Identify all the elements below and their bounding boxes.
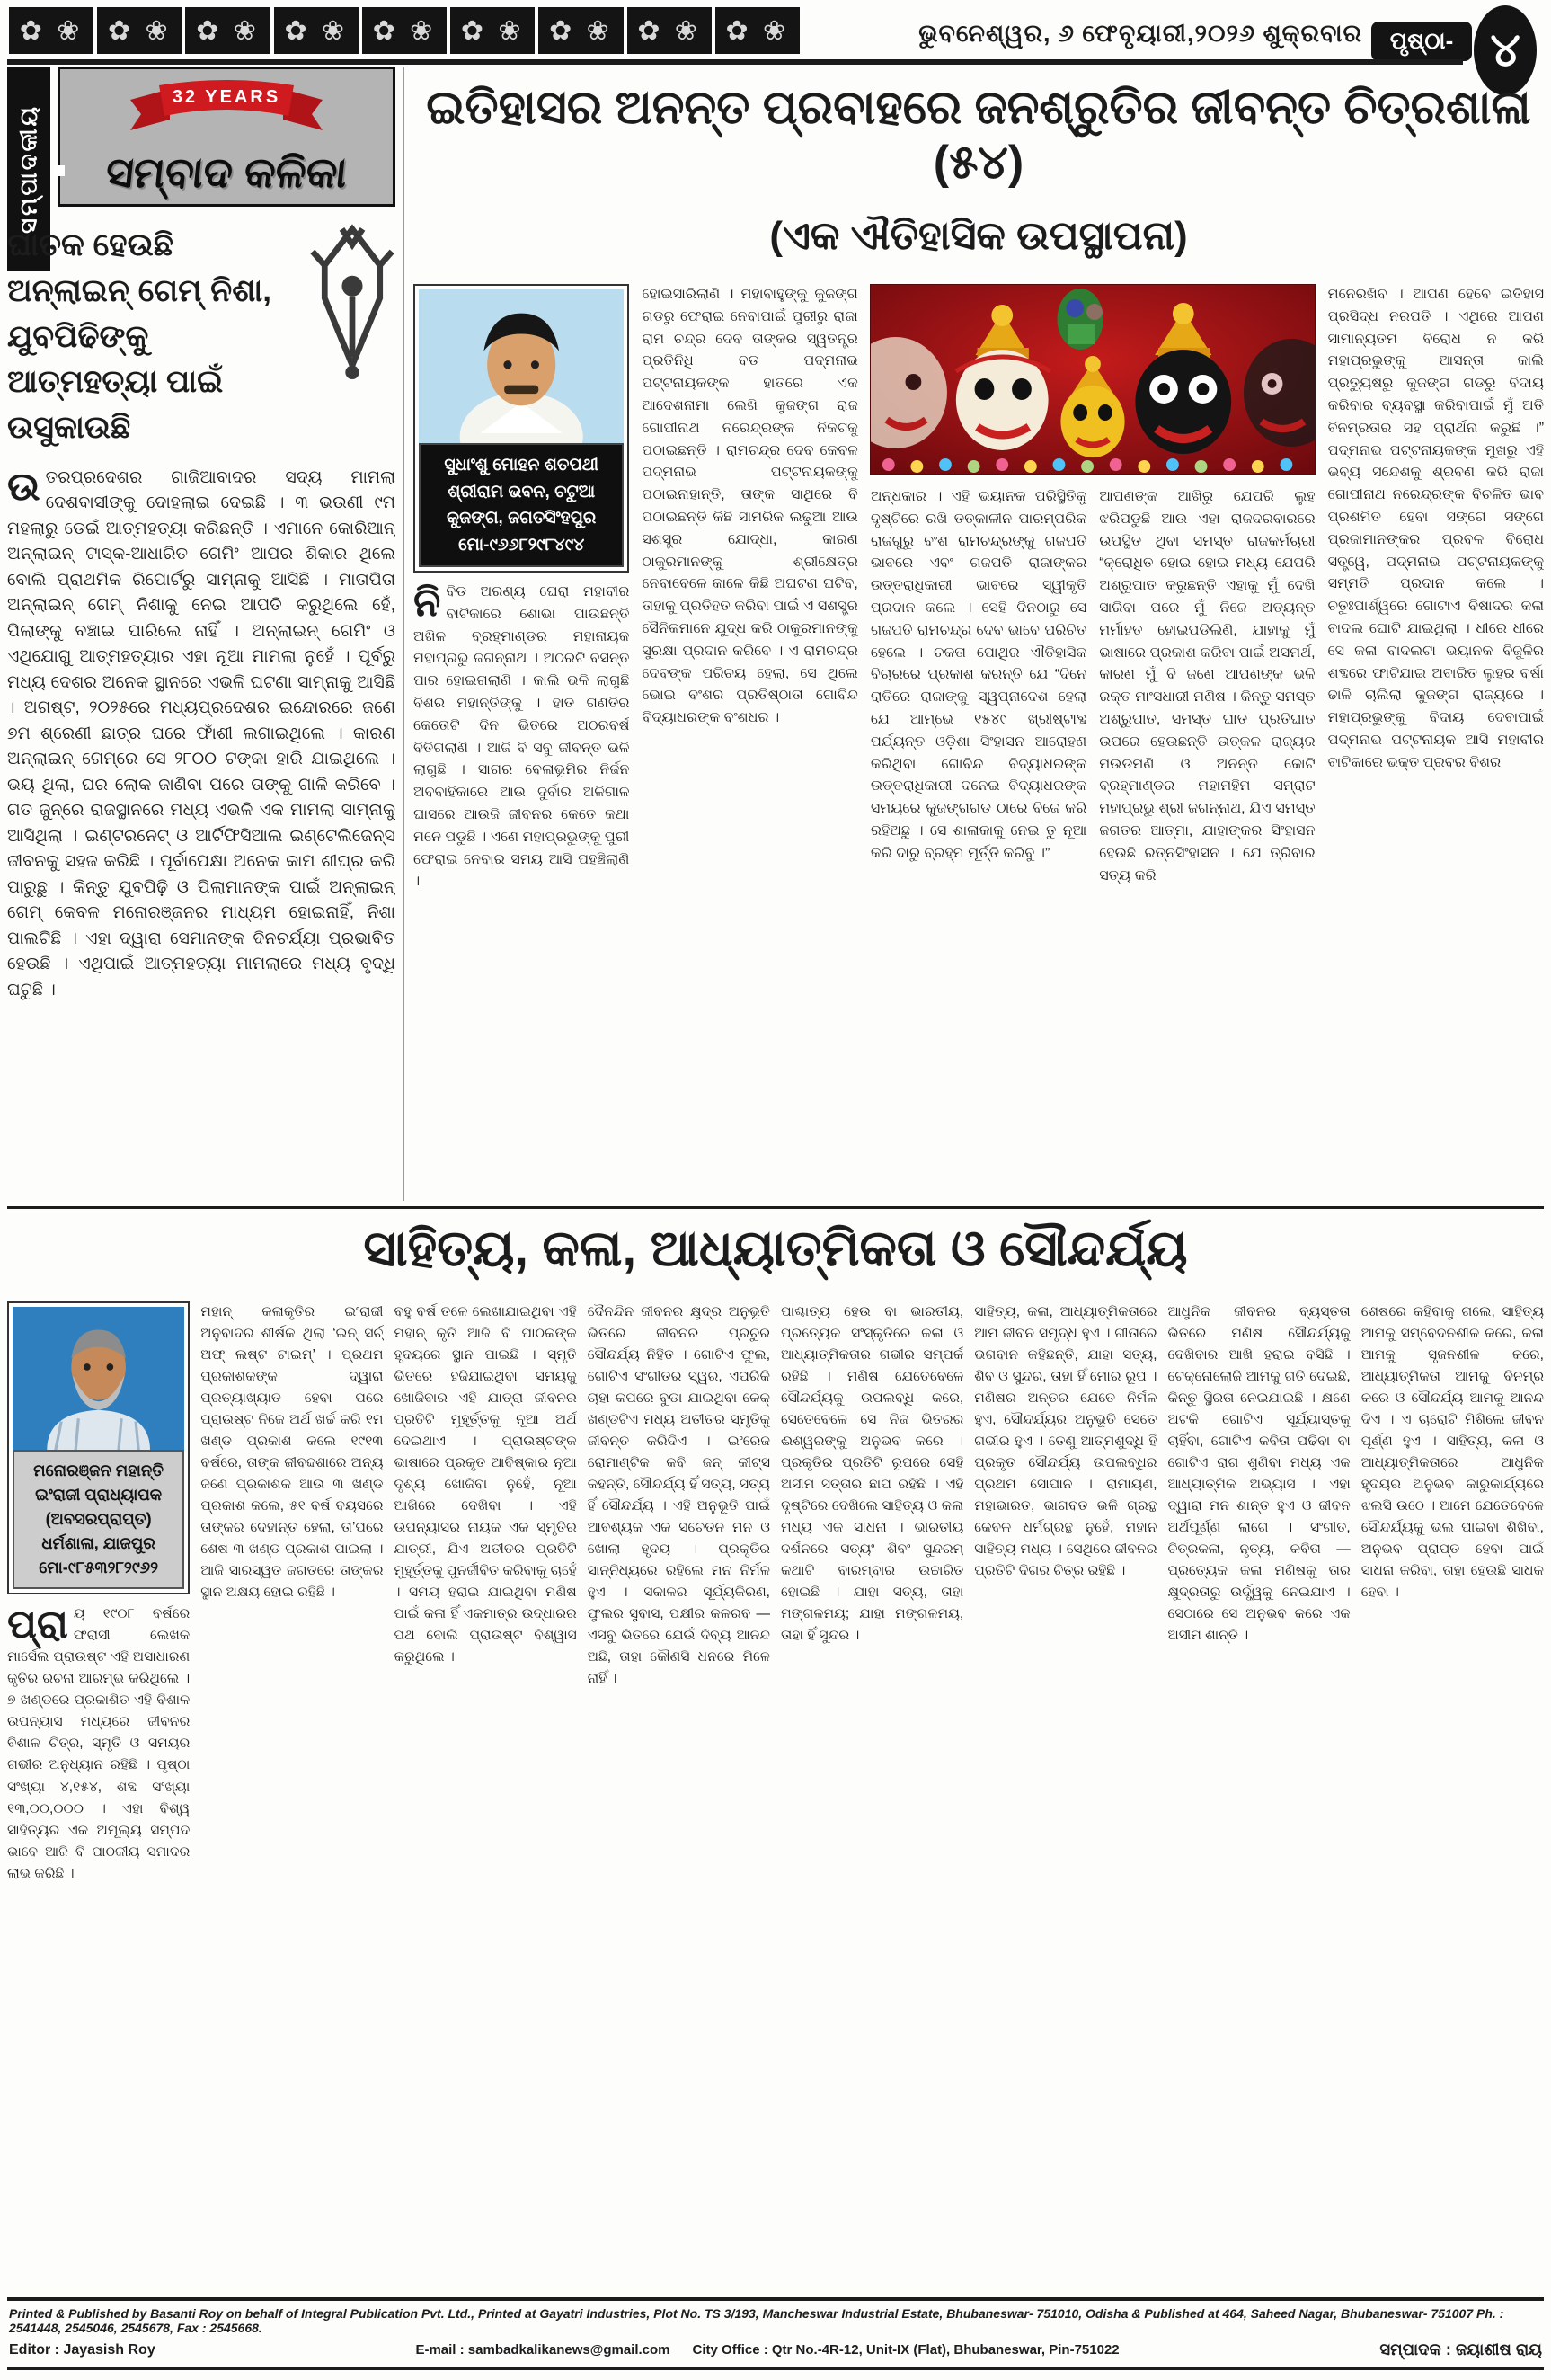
article-column <box>394 1301 577 2288</box>
article-text: ୟ ୧୯୦୮ ବର୍ଷରେ ଫରାସୀ ଲେଖକ ମାର୍ସେଲ ପ୍ରାଉଷ୍ଟ ଏହି ଅସାଧାରଣ କୃତିର ରଚନା ଆରମ୍ଭ କରିଥିଲେ । ୭ ଖଣ୍ଡରେ ପ୍ରକାଶିତ ଏହି ବିଶାଳ ଉପନ୍ୟାସ ମଧ୍ୟରେ ଜୀବନର ବିଶାଳ ଚିତ୍ର, ସ୍ମୃତି ଓ ସମୟର ଗଭୀର ଅନୁଧ୍ୟାନ ରହିଛି । ପୃଷ୍ଠା ସଂଖ୍ୟା ୪,୧୫୪, ଶବ୍ଦ ସଂଖ୍ୟା ୧୩,୦୦,୦୦୦ । ଏହା ବିଶ୍ୱ ସାହିତ୍ୟର ଏକ ଅମୂଲ୍ୟ ସମ୍ପଦ ଭାବେ ଆଜି ବି ପାଠକୀୟ ସମାଦର ଲାଭ କରିଛି । <box>7 1606 191 1881</box>
flower-ornament-icon: ✿ ❀ <box>274 7 359 54</box>
article2-dropcap: ପ୍ରା <box>7 1603 68 1647</box>
article-column <box>642 284 857 1246</box>
main-article <box>413 67 1544 1201</box>
article-text: ବହୁ ବର୍ଷ ତଳେ ଲେଖାଯାଇଥିବା ଏହି ମହାନ୍ କୃତି ଆଜି ବି ପାଠକଙ୍କ ହୃଦୟରେ ସ୍ଥାନ ପାଇଛି । ସ୍ମୃତି ଭିତରେ ହଜିଯାଇଥିବା ସମୟକୁ ଖୋଜିବାର ଏହି ଯାତ୍ରା ଜୀବନର ପ୍ରତିଟି ମୁହୂର୍ତ୍ତକୁ ନୂଆ ଅର୍ଥ ଦେଇଥାଏ । ପ୍ରାଉଷ୍ଟଙ୍କ ଭାଷାରେ ପ୍ରକୃତ ଆବିଷ୍କାର ନୂଆ ଦୃଶ୍ୟ ଖୋଜିବା ନୁହେଁ, ନୂଆ ଆଖିରେ ଦେଖିବା । ଏହି ଉପନ୍ୟାସର ନାୟକ ଏକ ସ୍ମୃତିର ଯାତ୍ରୀ, ଯିଏ ଅତୀତର ପ୍ରତିଟି ମୁହୂର୍ତ୍ତକୁ ପୁନର୍ଜୀବିତ କରିବାକୁ ଚାହେଁ । ସମୟ ହରାଇ ଯାଇଥିବା ମଣିଷ ପାଇଁ କଳା ହିଁ ଏକମାତ୍ର ଉଦ୍ଧାରର ପଥ ବୋଲି ପ୍ରାଉଷ୍ଟ ବିଶ୍ୱାସ କରୁଥିଲେ । <box>394 1304 577 1665</box>
years-ribbon-icon <box>114 73 339 138</box>
article-column <box>7 1301 190 2288</box>
masthead <box>58 67 395 207</box>
author-address1: ଶ୍ରୀରାମ ଭବନ, ଚଟୁଆ <box>448 482 596 502</box>
editorial-headline-line2: ଯୁବପିଢିଙ୍କୁ ଆତ୍ମହତ୍ୟା ପାଇଁ ଉସୁକାଉଛି <box>7 318 224 445</box>
author-address: ଧର୍ମଶାଳା, ଯାଜପୁର <box>41 1534 155 1553</box>
editorial-section <box>7 67 395 1201</box>
page-number: ୪ <box>1474 5 1537 95</box>
article-text: ଆଧୁନିକ ଜୀବନର ବ୍ୟସ୍ତତା ଭିତରେ ମଣିଷ ସୌନ୍ଦର୍ଯ୍ୟକୁ ଦେଖିବାର ଆଖି ହରାଇ ବସିଛି । ଟେକ୍ନୋଲୋଜି ଆମକୁ ଗତି ଦେଇଛି, କିନ୍ତୁ ସ୍ଥିରତା ନେଇଯାଇଛି । କ୍ଷଣେ ଅଟକି ଗୋଟିଏ ସୂର୍ଯ୍ୟାସ୍ତକୁ ଚାହିଁବା, ଗୋଟିଏ କବିତା ପଢିବା ବା ଗୋଟିଏ ରାଗ ଶୁଣିବା ମଧ୍ୟ ଏକ ଆଧ୍ୟାତ୍ମିକ ଅଭ୍ୟାସ । ଏହା ଦ୍ୱାରା ମନ ଶାନ୍ତ ହୁଏ ଓ ଜୀବନ ଅର୍ଥପୂର୍ଣ୍ଣ ଲାଗେ । ସଂଗୀତ, ଚିତ୍ରକଳା, ନୃତ୍ୟ, କବିତା — ପ୍ରତ୍ୟେକ କଳା ମଣିଷକୁ ତାର କ୍ଷୁଦ୍ରତାରୁ ଉର୍ଦ୍ଧ୍ୱକୁ ନେଇଯାଏ । ସେଠାରେ ସେ ଅନୁଭବ କରେ ଏକ ଅସୀମ ଶାନ୍ତି । <box>1167 1304 1351 1644</box>
pen-nib-icon <box>309 219 395 386</box>
flower-ornament-icon: ✿ ❀ <box>450 7 535 54</box>
editorial-body <box>7 466 395 1310</box>
article-column <box>200 1301 383 2288</box>
flower-ornament-icon: ✿ ❀ <box>715 7 800 54</box>
article-text: ହୋଇସାରିଲାଣି । ମହାବାହୁଙ୍କୁ କୁଜଙ୍ଗ ଗଡରୁ ଫେରାଇ ନେବାପାଇଁ ପୁରୀରୁ ରାଜା ରାମ ଚନ୍ଦ୍ର ଦେବ ତାଙ୍କର ସ୍ୱତନ୍ତ୍ର ପ୍ରତିନିଧି ବଡ ପଦ୍ମନାଭ ପଟ୍ଟନାୟକଙ୍କ ହାତରେ ଏକ ଆଦେଶନାମା ଲେଖି କୁଜଙ୍ଗ ରାଜ ଗୋପୀନାଥ ନରେନ୍ଦ୍ରଙ୍କ ନିକଟକୁ ପଠାଇଛନ୍ତି । ରାମଚନ୍ଦ୍ର ଦେବ କେବଳ ପଦ୍ମନାଭ ପଟ୍ଟନାୟକଙ୍କୁ ପଠାଇନାହାନ୍ତି, ତାଙ୍କ ସାଥିରେ ବି ପଠାଇଛନ୍ତି କିଛି ସାମରିକ ଲଢୁଆ ଆଉ ସଶସ୍ତ୍ର ଯୋଦ୍ଧା, କାରଣ ଠାକୁରମାନଙ୍କୁ ଶ୍ରୀକ୍ଷେତ୍ର ନେବାବେଳେ କାଳେ କିଛି ଅଘଟଣ ଘଟିବ, ତାହାକୁ ପ୍ରତିହତ କରିବା ପାଇଁ ଏ ସଶସ୍ତ୍ର ସୈନିକମାନେ ଯୁଦ୍ଧ କରି ଠାକୁରମାନଙ୍କୁ ସୁରକ୍ଷା ପ୍ରଦାନ କରିବେ । ଏ ରାମଚନ୍ଦ୍ର ଦେବଙ୍କ ପରିଚୟ ହେଲା, ସେ ଥିଲେ ଭୋଇ ବଂଶର ପ୍ରତିଷ୍ଠାତା ଗୋବିନ୍ଦ ବିଦ୍ୟାଧରଙ୍କ ବଂଶଧର । <box>642 287 858 726</box>
article-column <box>1328 284 1544 1246</box>
svg-text:32 YEARS: 32 YEARS <box>172 87 281 107</box>
author-status: (ଅବସରପ୍ରାପ୍ତ) <box>45 1510 152 1529</box>
editorial-vertical-label: ସମ୍ପାଦକୀୟ <box>7 67 50 271</box>
footer-rule-bottom <box>7 2367 1544 2370</box>
email-contact: E-mail : sambadkalikanews@gmail.com <box>415 2342 670 2358</box>
editor-credit-en: Editor : Jayasish Roy <box>9 2341 155 2358</box>
editor-credit-odia: ସମ୍ପାଦକ : ଜୟାଶୀଷ ରାୟ <box>1379 2340 1542 2358</box>
article-column <box>588 1301 770 2288</box>
floral-ornament-border <box>9 7 800 54</box>
author-caption <box>419 443 624 567</box>
imprint-line: Printed & Published by Basanti Roy on behalf of Integral Publication Pvt. Ltd., Printed at Gayatri Industries, Plot No. TS 3/193, Mancheswar Industrial Estate, Bhubaneswar- 751010, Odisha & Published at 464, Saheed Nagar, Bhubaneswar- 751007 Ph. : 2541448, 2545046, 2545678, Fax : 2545668. <box>9 2306 1504 2335</box>
flower-ornament-icon: ✿ ❀ <box>185 7 270 54</box>
article-column <box>781 1301 963 2288</box>
author-mobile: ମୋ-୯୮୫୩୨୮୨୯୬୨ <box>39 1559 159 1577</box>
article-text: ମନେରଖିବ । ଆପଣ ହେବେ ଇତିହାସ ପ୍ରସିଦ୍ଧ ନରପତି । ଏଥିରେ ଆପଣ ସାମାନ୍ୟତମ ବିରୋଧ ନ କରି ମହାପ୍ରଭୁଙ୍କୁ ଆସନ୍ତା କାଲି ପ୍ରତ୍ୟୁଷରୁ କୁଜଙ୍ଗ ଗଡରୁ ବିଦାୟ କରିବାର ବ୍ୟବସ୍ଥା କରିବାପାଇଁ ମୁଁ ଅତି ବିନମ୍ରତାର ସହ ପ୍ରାର୍ଥନା କରୁଛି ।” ପଦ୍ମନାଭ ପଟ୍ଟନାୟକଙ୍କ ମୁଖରୁ ଏହି ଭବ୍ୟ ସନ୍ଦେଶକୁ ଶ୍ରବଣ କରି ରାଜା ଗୋପୀନାଥ ନରେନ୍ଦ୍ରଙ୍କ ବିଚଳିତ ଭାବ ପ୍ରଶମିତ ହେବା ସଙ୍ଗେ ସଙ୍ଗେ ପ୍ରଜାମାନଙ୍କର ପ୍ରବଳ ବିରୋଧ ସତ୍ତ୍ୱେ, ପଦ୍ମନାଭ ପଟ୍ଟନାୟକଙ୍କୁ ସମ୍ମତି ପ୍ରଦାନ କଲେ । ଚତୁଃପାର୍ଶ୍ୱରେ ଗୋଟାଏ ବିଷାଦର କଳା ବାଦଲ ଘୋଟି ଯାଇଥିଲା । ଧୀରେ ଧୀରେ ସେ କଳା ବାଦଲଟା ଭୟାନକ ବିଜୁଳିର ଶବ୍ଦରେ ଫାଟିଯାଇ ଅବାରିତ ଲୁହର ବର୍ଷା ଢାଳି ଚାଲିଲା କୁଜଙ୍ଗ ରାଜ୍ୟରେ । ମହାପ୍ରଭୁଙ୍କୁ ବିଦାୟ ଦେବାପାଇଁ ପଦ୍ମନାଭ ପଟ୍ଟନାୟକ ଆସି ମହାବୀର ବାଟିକାରେ ଭକ୍ତ ପ୍ରବର ବିଶର <box>1327 287 1545 770</box>
article-column <box>974 1301 1157 2288</box>
second-article <box>7 1301 1544 2288</box>
article-column <box>413 284 629 1246</box>
article-text: ସାହିତ୍ୟ, କଳା, ଆଧ୍ୟାତ୍ମିକତାରେ ଆମ ଜୀବନ ସମୃଦ୍ଧ ହୁଏ । ଗୀତାରେ ଭଗବାନ କହିଛନ୍ତି, ଯାହା ସତ୍ୟ, ଶିବ ଓ ସୁନ୍ଦର, ତାହା ହିଁ ମୋର ରୂପ । ମଣିଷର ଅନ୍ତର ଯେତେ ନିର୍ମଳ ହୁଏ, ସୌନ୍ଦର୍ଯ୍ୟର ଅନୁଭୂତି ସେତେ ଗଭୀର ହୁଏ । ତେଣୁ ଆତ୍ମଶୁଦ୍ଧି ହିଁ ପ୍ରକୃତ ସୌନ୍ଦର୍ଯ୍ୟ ଉପଲବ୍ଧିର ପ୍ରଥମ ସୋପାନ । ରାମାୟଣ, ମହାଭାରତ, ଭାଗବତ ଭଳି ଗ୍ରନ୍ଥ କେବଳ ଧର୍ମଗ୍ରନ୍ଥ ନୁହେଁ, ମହାନ ସାହିତ୍ୟ ମଧ୍ୟ । ସେଥିରେ ଜୀବନର ପ୍ରତିଟି ଦିଗର ଚିତ୍ର ରହିଛି । <box>974 1304 1157 1579</box>
author-photo <box>419 289 624 443</box>
main-article-subtitle: (ଏକ ଐତିହାସିକ ଉପସ୍ଥାପନା) <box>769 214 1188 258</box>
page-label: ପୃଷ୍ଠା- <box>1371 22 1472 61</box>
article-column <box>1168 1301 1351 2288</box>
article-text: ବିଡ ଅରଣ୍ୟ ଘେରା ମହାବୀର ବାଟିକାରେ ଶୋଭା ପାଉଛନ୍ତି ଅଖିଳ ବ୍ରହ୍ମାଣ୍ଡର ମହାନାୟକ ମହାପ୍ରଭୁ ଜଗନ୍ନାଥ । ଅଠରଟି ବସନ୍ତ ପାର ହୋଇଗଲାଣି । କାଲି ଭଳି ଲାଗୁଛି ବିଶର ମହାନ୍ତିଙ୍କୁ । ହାତ ଗଣତିର କେତୋଟି ଦିନ ଭିତରେ ଅଠରବର୍ଷ ବିତିଗଲାଣି । ଆଜି ବି ସବୁ ଜୀବନ୍ତ ଭଳି ଲାଗୁଛି । ସାଗର ବେଳାଭୂମିର ନିର୍ଜନ ଅବବାହିକାରେ ଆଉ ଦୁର୍ବାର ଅଳିଗାଳ ଘାସରେ ଆଉଜି ଜୀବନର କେତେ କଥା ମନେ ପଡୁଛି । ଏଣେ ମହାପ୍ରଭୁଙ୍କୁ ପୁରୀ ଫେରାଇ ନେବାର ସମୟ ଆସି ପହଞ୍ଚିଲାଣି । <box>413 584 630 890</box>
jagannath-deities-image <box>870 284 1316 475</box>
article-text: ଦୈନନ୍ଦିନ ଜୀବନର କ୍ଷୁଦ୍ର ଅନୁଭୂତି ଭିତରେ ଜୀବନର ପ୍ରଚୁର ସୌନ୍ଦର୍ଯ୍ୟ ନିହିତ । ଗୋଟିଏ ଫୁଲ, ଗୋଟିଏ ସଂଗୀତର ସ୍ୱର, ଏପରିକି ଚାହା କପରେ ବୁଡା ଯାଇଥିବା କେକ୍ ଖଣ୍ଡଟିଏ ମଧ୍ୟ ଅତୀତର ସ୍ମୃତିକୁ ଜୀବନ୍ତ କରିଦିଏ । ଇଂରେଜ ରୋମାଣ୍ଟିକ କବି ଜନ୍ କୀଟ୍ସ କହନ୍ତି, ସୌନ୍ଦର୍ଯ୍ୟ ହିଁ ସତ୍ୟ, ସତ୍ୟ ହିଁ ସୌନ୍ଦର୍ଯ୍ୟ । ଏହି ଅନୁଭୂତି ପାଇଁ ଆବଶ୍ୟକ ଏକ ସଚେତନ ମନ ଓ ଖୋଲା ହୃଦୟ । ପ୍ରକୃତିର ସାନ୍ନିଧ୍ୟରେ ରହିଲେ ମନ ନିର୍ମଳ ହୁଏ । ସକାଳର ସୂର୍ଯ୍ୟକିରଣ, ଫୁଲର ସୁବାସ, ପକ୍ଷୀର କଳରବ — ଏସବୁ ଭିତରେ ଯେଉଁ ଦିବ୍ୟ ଆନନ୍ଦ ଅଛି, ତାହା କୌଣସି ଧନରେ ମିଳେ ନାହିଁ । <box>587 1304 770 1687</box>
editorial-dropcap: ଉ <box>7 465 40 509</box>
author-mobile: ମୋ-୯୬୬୮୨୯୮୪୯୪ <box>458 535 585 555</box>
article-column <box>1361 1301 1544 2288</box>
newspaper-logo: ସମ୍ବାଦ କଳିକା <box>103 148 350 196</box>
author-photo-frame <box>413 284 629 573</box>
article-text: ମହାନ୍ କଳାକୃତିର ଇଂରାଜୀ ଅନୁବାଦର ଶୀର୍ଷକ ଥିଲା ‘ଇନ୍ ସର୍ଚ୍ ଅଫ୍ ଲଷ୍ଟ ଟାଇମ୍’ । ପ୍ରଥମ ପ୍ରକାଶକଙ୍କ ଦ୍ୱାରା ପ୍ରତ୍ୟାଖ୍ୟାତ ହେବା ପରେ ପ୍ରାଉଷ୍ଟ ନିଜେ ଅର୍ଥ ଖର୍ଚ୍ଚ କରି ୧ମ ଖଣ୍ଡ ପ୍ରକାଶ କଲେ ୧୯୧୩ ବର୍ଷରେ, ତାଙ୍କ ଜୀବଦ୍ଦଶାରେ ଅନ୍ୟ ଜଣେ ପ୍ରକାଶକ ଆଉ ୩ ଖଣ୍ଡ ପ୍ରକାଶ କଲେ, ୫୧ ବର୍ଷ ବୟସରେ ତାଙ୍କର ଦେହାନ୍ତ ହେଲା, ତା’ପରେ ଶେଷ ୩ ଖଣ୍ଡ ପ୍ରକାଶ ପାଇଲା । ଆଜି ସାରସ୍ୱତ ଜଗତରେ ତାଙ୍କର ସ୍ଥାନ ଅକ୍ଷୟ ହୋଇ ରହିଛି । <box>200 1304 384 1601</box>
city-office-address: City Office : Qtr No.-4R-12, Unit-IX (Flat), Bhubaneswar, Pin-751022 <box>692 2342 1120 2358</box>
main-article-headline: ଇତିହାସର ଅନନ୍ତ ପ୍ରବାହରେ ଜନଶ୍ରୁତିର ଜୀବନ୍ତ ଚିତ୍ରଶାଳା (୫୪) <box>426 82 1531 189</box>
article-text: ପାଶ୍ଚାତ୍ୟ ହେଉ ବା ଭାରତୀୟ, ପ୍ରତ୍ୟେକ ସଂସ୍କୃତିରେ କଳା ଓ ଆଧ୍ୟାତ୍ମିକତାର ଗଭୀର ସମ୍ପର୍କ ରହିଛି । ମଣିଷ ଯେତେବେଳେ ସୌନ୍ଦର୍ଯ୍ୟକୁ ଉପଲବ୍ଧି କରେ, ସେତେବେଳେ ସେ ନିଜ ଭିତରର ଈଶ୍ୱରଙ୍କୁ ଅନୁଭବ କରେ । ପ୍ରକୃତିର ପ୍ରତିଟି ରୂପରେ ସେହି ଅସୀମ ସତ୍ତାର ଛାପ ରହିଛି । ଏହି ଦୃଷ୍ଟିରେ ଦେଖିଲେ ସାହିତ୍ୟ ଓ କଳା ମଧ୍ୟ ଏକ ସାଧନା । ଭାରତୀୟ ଦର୍ଶନରେ ସତ୍ୟଂ ଶିବଂ ସୁନ୍ଦରମ୍ କଥାଟି ବାରମ୍ବାର ଉଚ୍ଚାରିତ ହୋଇଛି । ଯାହା ସତ୍ୟ, ତାହା ମଙ୍ଗଳମୟ; ଯାହା ମଙ୍ଗଳମୟ, ତାହା ହିଁ ସୁନ୍ଦର । <box>781 1304 964 1644</box>
flower-ornament-icon: ✿ ❀ <box>538 7 623 54</box>
dateline: ଭୁବନେଶ୍ୱର, ୬ ଫେବୃୟାରୀ,୨୦୨୬ ଶୁକ୍ରବାର <box>918 20 1362 47</box>
editorial-headline <box>7 223 395 451</box>
second-article-headline: ସାହିତ୍ୟ, କଳା, ଆଧ୍ୟାତ୍ମିକତା ଓ ସୌନ୍ଦର୍ଯ୍ୟ <box>363 1220 1188 1276</box>
author-photo <box>13 1307 184 1450</box>
strip-square-ornament <box>54 165 65 176</box>
header-rule <box>7 59 1463 65</box>
article-text: ଆପଣଙ୍କ ଆଖିରୁ ଯେପରି ଲୁହ ଝରିପଡୁଛି ଆଉ ଏହା ରାଜଦରବାରରେ ଉପସ୍ଥିତ ଥିବା ସମସ୍ତ ରାଜକର୍ମଚାରୀ “କ୍ରୋଧିତ ହୋଇ ହୋଇ ମଧ୍ୟ ଯେପରି ଅଶ୍ରୁପାତ କରୁଛନ୍ତି ଏହାକୁ ମୁଁ ଦେଖି ସାରିବା ପରେ ମୁଁ ନିଜେ ଅତ୍ୟନ୍ତ ମର୍ମାହତ ହୋଇପଡିଲିଣି, ଯାହାକୁ ମୁଁ ଭାଷାରେ ପ୍ରକାଶ କରିବା ପାଇଁ ଅସମର୍ଥ, କାରଣ ମୁଁ ବି ଜଣେ ଆପଣଙ୍କ ଭଳି ରକ୍ତ ମାଂସଧାରୀ ମଣିଷ । କିନ୍ତୁ ସମସ୍ତ ଅଶ୍ରୁପାତ, ସମସ୍ତ ଘାତ ପ୍ରତିଘାତ ଉପରେ ହେଉଛନ୍ତି ଉତ୍କଳ ରାଜ୍ୟର ମଉଡମଣି ଓ ଅନନ୍ତ କୋଟି ବ୍ରହ୍ମାଣ୍ଡର ମହାମହିମ ସମ୍ରାଟ ମହାପ୍ରଭୁ ଶ୍ରୀ ଜଗନ୍ନାଥ, ଯିଏ ସମସ୍ତ ଜଗତର ଆତ୍ମା, ଯାହାଙ୍କର ସିଂହାସନ ହେଉଛି ରତ୍ନସିଂହାସନ । ଯେ ତ୍ରିବାର ସତ୍ୟ କରି <box>1099 489 1316 884</box>
flower-ornament-icon: ✿ ❀ <box>627 7 712 54</box>
author-title: ଇଂରାଜୀ ପ୍ରାଧ୍ୟାପକ <box>35 1486 163 1505</box>
author-name: ସୁଧାଂଶୁ ମୋହନ ଶତପଥୀ <box>444 456 599 475</box>
flower-ornament-icon: ✿ ❀ <box>97 7 182 54</box>
section-divider <box>7 1206 1544 1209</box>
flower-ornament-icon: ✿ ❀ <box>362 7 447 54</box>
article-text: ଅନ୍ଧକାର । ଏହି ଭୟାନକ ପରିସ୍ଥିତିକୁ ଦୃଷ୍ଟିରେ ରଖି ତତ୍କାଳୀନ ପାରମ୍ପରିକ ରାଜଗୁରୁ ବଂଶ ରାମଚନ୍ଦ୍ରଙ୍କୁ ଗଜପତି ଭାବରେ ଏବଂ ଗଜପତି ରାଜାଙ୍କର ଉତ୍ତରାଧିକାରୀ ଭାବରେ ସ୍ୱୀକୃତି ପ୍ରଦାନ କଲେ । ସେହି ଦିନଠାରୁ ସେ ଗଜପତି ରାମଚନ୍ଦ୍ର ଦେବ ଭାବେ ପରିଚିତ ହେଲେ । ଚକତା ପୋଥିର ଐତିହାସିକ ବିଚାରରେ ପ୍ରକାଶ କରନ୍ତି ଯେ “ଦିନେ ରାତିରେ ରାଜାଙ୍କୁ ସ୍ୱପ୍ନାଦେଶ ହେଲା ଯେ ଆମ୍ଭେ ୧୫୪୯ ଖ୍ରୀଷ୍ଟାବ୍ଦ ପର୍ଯ୍ୟନ୍ତ ଓଡ଼ିଶା ସିଂହାସନ ଆରୋହଣ କରିଥିବା ଗୋବିନ୍ଦ ବିଦ୍ୟାଧରଙ୍କ ଉତ୍ତରାଧିକାରୀ ଦନେଇ ବିଦ୍ୟାଧରଙ୍କ ସମୟରେ କୁଜଙ୍ଗଗଡ ଠାରେ ବିଜେ କରି ରହିଅଛୁ । ସେ ଶାଳାକାକୁ ନେଇ ତୁ ନୂଆ କରି ଦାରୁ ବ୍ରହ୍ମ ମୂର୍ତ୍ତି କରିବୁ ।” <box>870 489 1087 861</box>
author-name: ମନୋରଞ୍ଜନ ମହାନ୍ତି <box>33 1461 164 1480</box>
author-caption <box>13 1450 184 1589</box>
imprint-footer <box>7 2297 1544 2370</box>
article-text: ଶେଷରେ କହିବାକୁ ଗଲେ, ସାହିତ୍ୟ ଆମକୁ ସମ୍ବେଦନଶୀଳ କରେ, କଳା ଆମକୁ ସୃଜନଶୀଳ କରେ, ଆଧ୍ୟାତ୍ମିକତା ଆମକୁ ବିନମ୍ର କରେ ଓ ସୌନ୍ଦର୍ଯ୍ୟ ଆମକୁ ଆନନ୍ଦ ଦିଏ । ଏ ଚାରୋଟି ମିଶିଲେ ଜୀବନ ପୂର୍ଣ୍ଣ ହୁଏ । ସାହିତ୍ୟ, କଳା ଓ ଆଧ୍ୟାତ୍ମିକତାରେ ଆଧୁନିକ ହୃଦୟର ଅନୁଭବ କାରୁକାର୍ଯ୍ୟରେ ଝଲସି ଉଠେ । ଆମେ ଯେତେବେଳେ ସୌନ୍ଦର୍ଯ୍ୟକୁ ଭଲ ପାଇବା ଶିଖିବା, ଅନୁଭବ ପ୍ରାପ୍ତ ହେବା ପାଇଁ ସାଧନା କରିବା, ତାହା ହେଉଛି ସାଧକ ହେବା । <box>1360 1304 1544 1601</box>
author-photo-frame <box>7 1301 190 1594</box>
column-divider <box>403 67 404 1201</box>
editorial-headline-line1: ଘାତକ ହେଉଛି ଅନ୍‌ଲାଇନ୍ ଗେମ୍ ନିଶା, <box>7 227 271 308</box>
editorial-text: ତରପ୍ରଦେଶର ଗାଜିଆବାଦର ସଦ୍ୟ ମାମଲା ଦେଶବାସୀଙ୍କୁ ଦୋହଲାଇ ଦେଇଛି । ୩ ଭଉଣୀ ୯ମ ମହଲାରୁ ଡେଇଁ ଆତ୍ମହତ୍ୟା କରିଛନ୍ତି । ଏମାନେ କୋରିଆନ୍ ଅନ୍‌ଲାଇନ୍ ଟାସ୍କ-ଆଧାରିତ ଗେମିଂ ଆପର ଶିକାର ଥିଲେ ବୋଲି ପ୍ରାଥମିକ ରିପୋର୍ଟରୁ ସାମ୍ନାକୁ ଆସିଛି । ମାତାପିତା ଅନ୍‌ଲାଇନ୍ ଗେମ୍ ନିଶାକୁ ନେଇ ଆପତି କରୁଥିଲେ ହେଁ, ପିଲାଙ୍କୁ ବଞ୍ଚାଇ ପାରିଲେ ନାହିଁ । ଅନ୍‌ଲାଇନ୍ ଗେମିଂ ଓ ଏଥିଯୋଗୁ ଆତ୍ମହତ୍ୟାର ଏହା ନୂଆ ମାମଲା ନୁହେଁ । ପୂର୍ବରୁ ମଧ୍ୟ ଦେଶର ଅନେକ ସ୍ଥାନରେ ଏଭଳି ଘଟଣା ସାମ୍ନାକୁ ଆସିଛି । ଅଗଷ୍ଟ, ୨୦୨୫ରେ ମଧ୍ୟପ୍ରଦେଶର ଇନ୍ଦୋରରେ ଜଣେ ୭ମ ଶ୍ରେଣୀ ଛାତ୍ର ଘରେ ଫାଁଶୀ ଲଗାଇଥିଲେ । କାରଣ ଅନ୍‌ଲାଇନ୍ ଗେମ୍‌ରେ ସେ ୨୮୦୦ ଟଙ୍କା ହାରି ଯାଇଥିଲେ । ଭୟ ଥିଲା, ଘର ଲୋକ ଜାଣିବା ପରେ ତାଙ୍କୁ ଗାଳି କରିବେ । ଗତ ଜୁନ୍‌ରେ ରାଜସ୍ଥାନରେ ମଧ୍ୟ ଏଭଳି ଏକ ମାମଲା ସାମ୍ନାକୁ ଆସିଥିଲା । ଇଣ୍ଟରନେଟ୍ ଓ ଆର୍ଟିଫିସିଆଲ ଇଣ୍ଟେଲିଜେନ୍ସ ଜୀବନକୁ ସହଜ କରିଛି । ପୂର୍ବାପେକ୍ଷା ଅନେକ କାମ ଶୀଘ୍ର କରି ପାରୁଛୁ । କିନ୍ତୁ ଯୁବପିଢ଼ି ଓ ପିଲାମାନଙ୍କ ପାଇଁ ଅନ୍‌ଲାଇନ୍ ଗେମ୍ କେବଳ ମନୋରଞ୍ଜନର ମାଧ୍ୟମ ହୋଇନାହିଁ, ନିଶା ପାଲଟିଛି । ଏହା ଦ୍ୱାରା ସେମାନଙ୍କ ଦିନଚର୍ଯ୍ୟା ପ୍ରଭାବିତ ହେଉଛି । ଏଥିପାଇଁ ଆତ୍ମହତ୍ୟା ମାମଲାରେ ମଧ୍ୟ ବୃଦ୍ଧି ଘଟୁଛି । <box>7 467 395 999</box>
flower-ornament-icon: ✿ ❀ <box>9 7 93 54</box>
article1-dropcap: ନି <box>413 581 441 626</box>
author-address2: କୁଜଙ୍ଗ, ଜଗତସିଂହପୁର <box>447 509 597 528</box>
